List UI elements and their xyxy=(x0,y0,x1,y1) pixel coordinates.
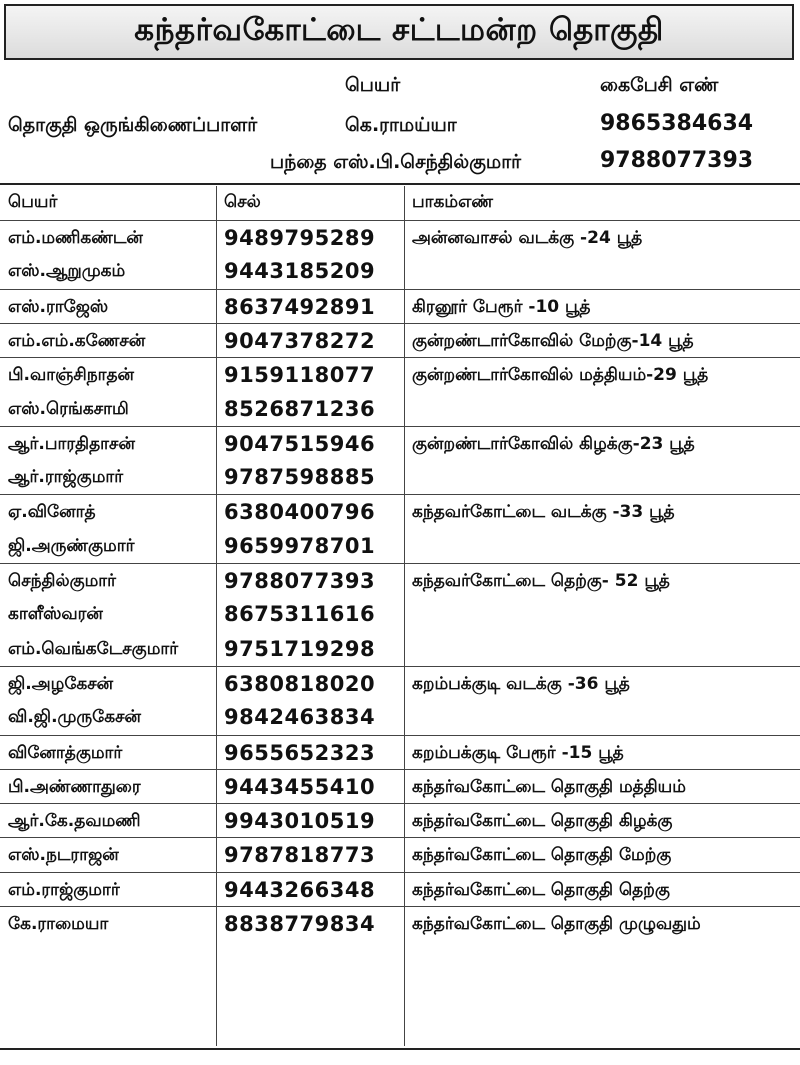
coordinator-phone: 9788077393 xyxy=(600,148,754,173)
section-divider xyxy=(0,183,800,185)
table-row xyxy=(0,289,800,324)
name-cell: வினோத்குமார் xyxy=(8,742,123,763)
table-row xyxy=(0,254,800,288)
column-header-name: பெயர் xyxy=(8,192,58,212)
name-cell: பி.அண்ணாதுரை xyxy=(8,776,141,797)
page-title: கந்தர்வகோட்டை சட்டமன்ற தொகுதி xyxy=(134,12,664,48)
title-banner xyxy=(4,4,794,60)
booth-cell: கறம்பக்குடி பேரூர் -15 பூத் xyxy=(412,742,624,763)
coordinator-name: பந்தை எஸ்.பி.செந்தில்குமார் xyxy=(270,151,522,173)
name-cell: எஸ்.நடராஜன் xyxy=(8,845,119,866)
table-row xyxy=(0,529,800,563)
table-row xyxy=(0,323,800,358)
name-cell: ஆர்.ராஜ்குமார் xyxy=(8,467,124,488)
phone-cell: 9943010519 xyxy=(224,809,376,834)
table-row xyxy=(0,426,800,461)
phone-cell: 8526871236 xyxy=(224,396,376,421)
phone-cell: 9842463834 xyxy=(224,705,376,730)
booth-cell: அன்னவாசல் வடக்கு -24 பூத் xyxy=(412,228,643,248)
table-row xyxy=(0,632,800,666)
name-cell: எம்.வெங்கடேசகுமார் xyxy=(8,638,179,659)
name-cell: எம்.ராஜ்குமார் xyxy=(8,879,120,900)
table-row xyxy=(0,700,800,734)
coordinator-mobile-header: கைபேசி எண் xyxy=(600,74,719,96)
phone-cell: 9489795289 xyxy=(224,226,376,250)
booth-cell: கிரனூர் பேரூர் -10 பூத் xyxy=(412,296,591,317)
column-header-phone: செல் xyxy=(224,192,261,212)
phone-cell: 9788077393 xyxy=(224,569,376,593)
booth-cell: குன்றண்டார்கோவில் மேற்கு-14 பூத் xyxy=(412,330,694,351)
booth-cell: குன்றண்டார்கோவில் கிழக்கு-23 பூத் xyxy=(412,433,695,454)
booth-cell: கந்தர்வகோட்டை தொகுதி முழுவதும் xyxy=(412,914,701,934)
name-cell: எஸ்.ராஜேஸ் xyxy=(8,296,109,317)
table-header xyxy=(0,190,800,218)
phone-cell: 9443185209 xyxy=(224,259,376,284)
booth-cell: கந்தர்வகோட்டை தொகுதி தெற்கு xyxy=(412,879,670,900)
table-row xyxy=(0,803,800,838)
phone-cell: 8637492891 xyxy=(224,294,376,319)
phone-cell: 9787598885 xyxy=(224,465,376,490)
name-cell: வி.ஜி.முருகேசன் xyxy=(8,707,142,728)
name-cell: ஆர்.பாரதிதாசன் xyxy=(8,433,135,454)
coordinator-name: கெ.ராமய்யா xyxy=(345,114,457,136)
table-row xyxy=(0,666,800,701)
name-cell: ஜி.அருண்குமார் xyxy=(8,535,135,556)
phone-cell: 9443266348 xyxy=(224,877,376,902)
table-row xyxy=(0,837,800,872)
table-row xyxy=(0,735,800,770)
table-bottom-border xyxy=(0,1048,800,1050)
phone-cell: 9659978701 xyxy=(224,533,376,558)
name-cell: பி.வாஞ்சிநாதன் xyxy=(8,365,135,386)
phone-cell: 9047378272 xyxy=(224,328,376,353)
name-cell: எம்.மணிகண்டன் xyxy=(8,228,143,248)
coordinator-phone: 9865384634 xyxy=(600,111,754,136)
phone-cell: 9443455410 xyxy=(224,774,376,799)
name-cell: செந்தில்குமார் xyxy=(8,571,117,591)
name-cell: ஏ.வினோத் xyxy=(8,502,96,523)
coordinator-section xyxy=(0,64,800,182)
name-cell: எஸ்.ஆறுமுகம் xyxy=(8,261,126,282)
name-cell: ஜி.அழகேசன் xyxy=(8,673,114,694)
table-row xyxy=(0,906,800,941)
table-row xyxy=(0,872,800,907)
name-cell: எஸ்.ரெங்கசாமி xyxy=(8,398,129,419)
booth-cell: கந்தர்வகோட்டை தொகுதி மேற்கு xyxy=(412,845,672,866)
phone-cell: 6380400796 xyxy=(224,500,376,525)
name-cell: கே.ராமையா xyxy=(8,914,109,934)
name-cell: எம்.எம்.கணேசன் xyxy=(8,330,146,351)
table-row xyxy=(0,769,800,804)
table-row xyxy=(0,563,800,598)
phone-cell: 9047515946 xyxy=(224,431,376,456)
phone-cell: 6380818020 xyxy=(224,671,376,696)
table-row xyxy=(0,494,800,529)
column-header-booth: பாகம்எண் xyxy=(412,192,493,212)
phone-cell: 8675311616 xyxy=(224,602,376,627)
booth-cell: கந்தர்வகோட்டை தொகுதி மத்தியம் xyxy=(412,776,686,797)
booth-cell: கந்தவர்கோட்டை வடக்கு -33 பூத் xyxy=(412,502,675,523)
phone-cell: 8838779834 xyxy=(224,912,376,936)
phone-cell: 9655652323 xyxy=(224,740,376,765)
booth-cell: கறம்பக்குடி வடக்கு -36 பூத் xyxy=(412,673,630,694)
phone-cell: 9159118077 xyxy=(224,363,376,388)
booth-cell: கந்தர்வகோட்டை தொகுதி கிழக்கு xyxy=(412,811,673,832)
name-cell: ஆர்.கே.தவமணி xyxy=(8,811,141,832)
table-row xyxy=(0,220,800,255)
booth-cell: கந்தவர்கோட்டை தெற்கு- 52 பூத் xyxy=(412,571,670,591)
table-row xyxy=(0,460,800,494)
coordinator-role: தொகுதி ஒருங்கிணைப்பாளர் xyxy=(8,114,258,136)
phone-cell: 9751719298 xyxy=(224,636,376,661)
table-row xyxy=(0,357,800,392)
coordinator-name-header: பெயர் xyxy=(345,74,401,96)
name-cell: காளீஸ்வரன் xyxy=(8,604,103,625)
table-row xyxy=(0,392,800,426)
booth-cell: குன்றண்டார்கோவில் மத்தியம்-29 பூத் xyxy=(412,365,709,386)
phone-cell: 9787818773 xyxy=(224,843,376,868)
table-row xyxy=(0,597,800,631)
